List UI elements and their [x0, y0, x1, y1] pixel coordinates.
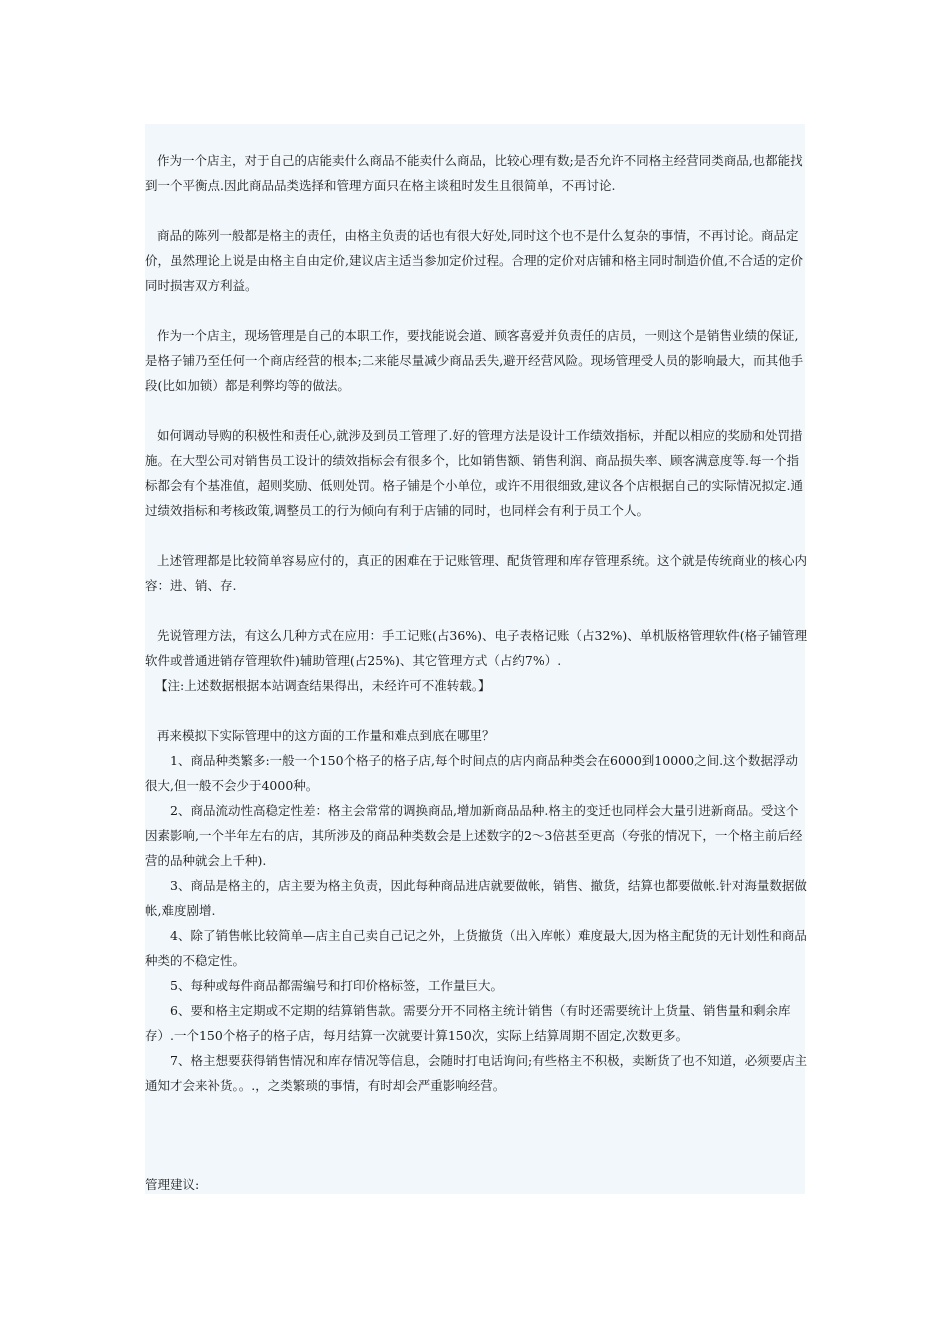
list-item: 5、每种或每件商品都需编号和打印价格标签，工作量巨大。	[170, 978, 503, 993]
list-item: 4、除了销售帐比较简单—店主自己卖自己记之外，上货撤货（出入库帐）难度最大,因为格主配货的无计划性和商品种类的不稳定性。	[145, 928, 807, 968]
paragraph-2: 商品的陈列一般都是格主的责任，由格主负责的话也有很大好处,同时这个也不是什么复杂的事情，不再讨论。商品定价，虽然理论上说是由格主自由定价,建议店主适当参加定价过程。合理的定价对店铺和格主同时制造价值,不合适的定价同时损害双方利益。	[145, 228, 803, 293]
paragraph-6: 先说管理方法，有这么几种方式在应用：手工记账(占36%)、电子表格记账（占32%)、单机版格管理软件(格子铺管理软件或普通进销存管理软件)辅助管理(占25%)、其它管理方式（占约7%）.	[145, 628, 808, 668]
section-heading: 管理建议:	[145, 1177, 200, 1192]
list-item: 3、商品是格主的，店主要为格主负责，因此每种商品进店就要做帐，销售、撤货，结算也都要做帐.针对海量数据做帐,难度剧增.	[145, 878, 807, 918]
list-item: 7、格主想要获得销售情况和库存情况等信息，会随时打电话询问;有些格主不积极，卖断货了也不知道，必须要店主通知才会来补货。。.，之类繁琐的事情，有时却会严重影响经营。	[145, 1053, 808, 1093]
paragraph-1: 作为一个店主，对于自己的店能卖什么商品不能卖什么商品，比较心理有数;是否允许不同格主经营同类商品,也都能找到一个平衡点.因此商品品类选择和管理方面只在格主谈租时发生且很简单，不再讨论.	[145, 153, 803, 193]
list-item: 1、商品种类繁多:一般一个150个格子的格子店,每个时间点的店内商品种类会在6000到10000之间.这个数据浮动很大,但一般不会少于4000种。	[145, 753, 799, 793]
copyright-note: 【注:上述数据根据本站调查结果得出，未经许可不准转载。】	[155, 678, 491, 693]
paragraph-3: 作为一个店主，现场管理是自己的本职工作，要找能说会道、顾客喜爱并负责任的店员，一则这个是销售业绩的保证,是格子铺乃至任何一个商店经营的根本;二来能尽量减少商品丢失,避开经营风险。现场管理受人员的影响最大，而其他手段(比如加锁）都是利弊均等的做法。	[145, 328, 804, 393]
paragraph-7: 再来模拟下实际管理中的这方面的工作量和难点到底在哪里？	[157, 728, 495, 743]
paragraph-5: 上述管理都是比较简单容易应付的，真正的困难在于记账管理、配货管理和库存管理系统。这个就是传统商业的核心内容：进、销、存.	[145, 553, 808, 593]
list-item: 2、商品流动性高稳定性差：格主会常常的调换商品,增加新商品品种.格主的变迁也同样会大量引进新商品。受这个因素影响,一个半年左右的店，其所涉及的商品种类数会是上述数字的2～3倍甚至更高（夸张的情况下，一个格主前后经营的品种就会上千种).	[145, 803, 803, 868]
article-body	[145, 148, 810, 1098]
paragraph-4: 如何调动导购的积极性和责任心,就涉及到员工管理了.好的管理方法是设计工作绩效指标，并配以相应的奖励和处罚措施。在大型公司对销售员工设计的绩效指标会有很多个，比如销售额、销售利润、商品损失率、顾客满意度等.每一个指标都会有个基准值，超则奖励、低则处罚。格子铺是个小单位，或许不用很细致,建议各个店根据自己的实际情况拟定.通过绩效指标和考核政策,调整员工的行为倾向有利于店铺的同时，也同样会有利于员工个人。	[145, 428, 803, 518]
list-item: 6、要和格主定期或不定期的结算销售款。需要分开不同格主统计销售（有时还需要统计上货量、销售量和剩余库存）.一个150个格子的格子店，每月结算一次就要计算150次，实际上结算周期不固定,次数更多。	[145, 1003, 791, 1043]
